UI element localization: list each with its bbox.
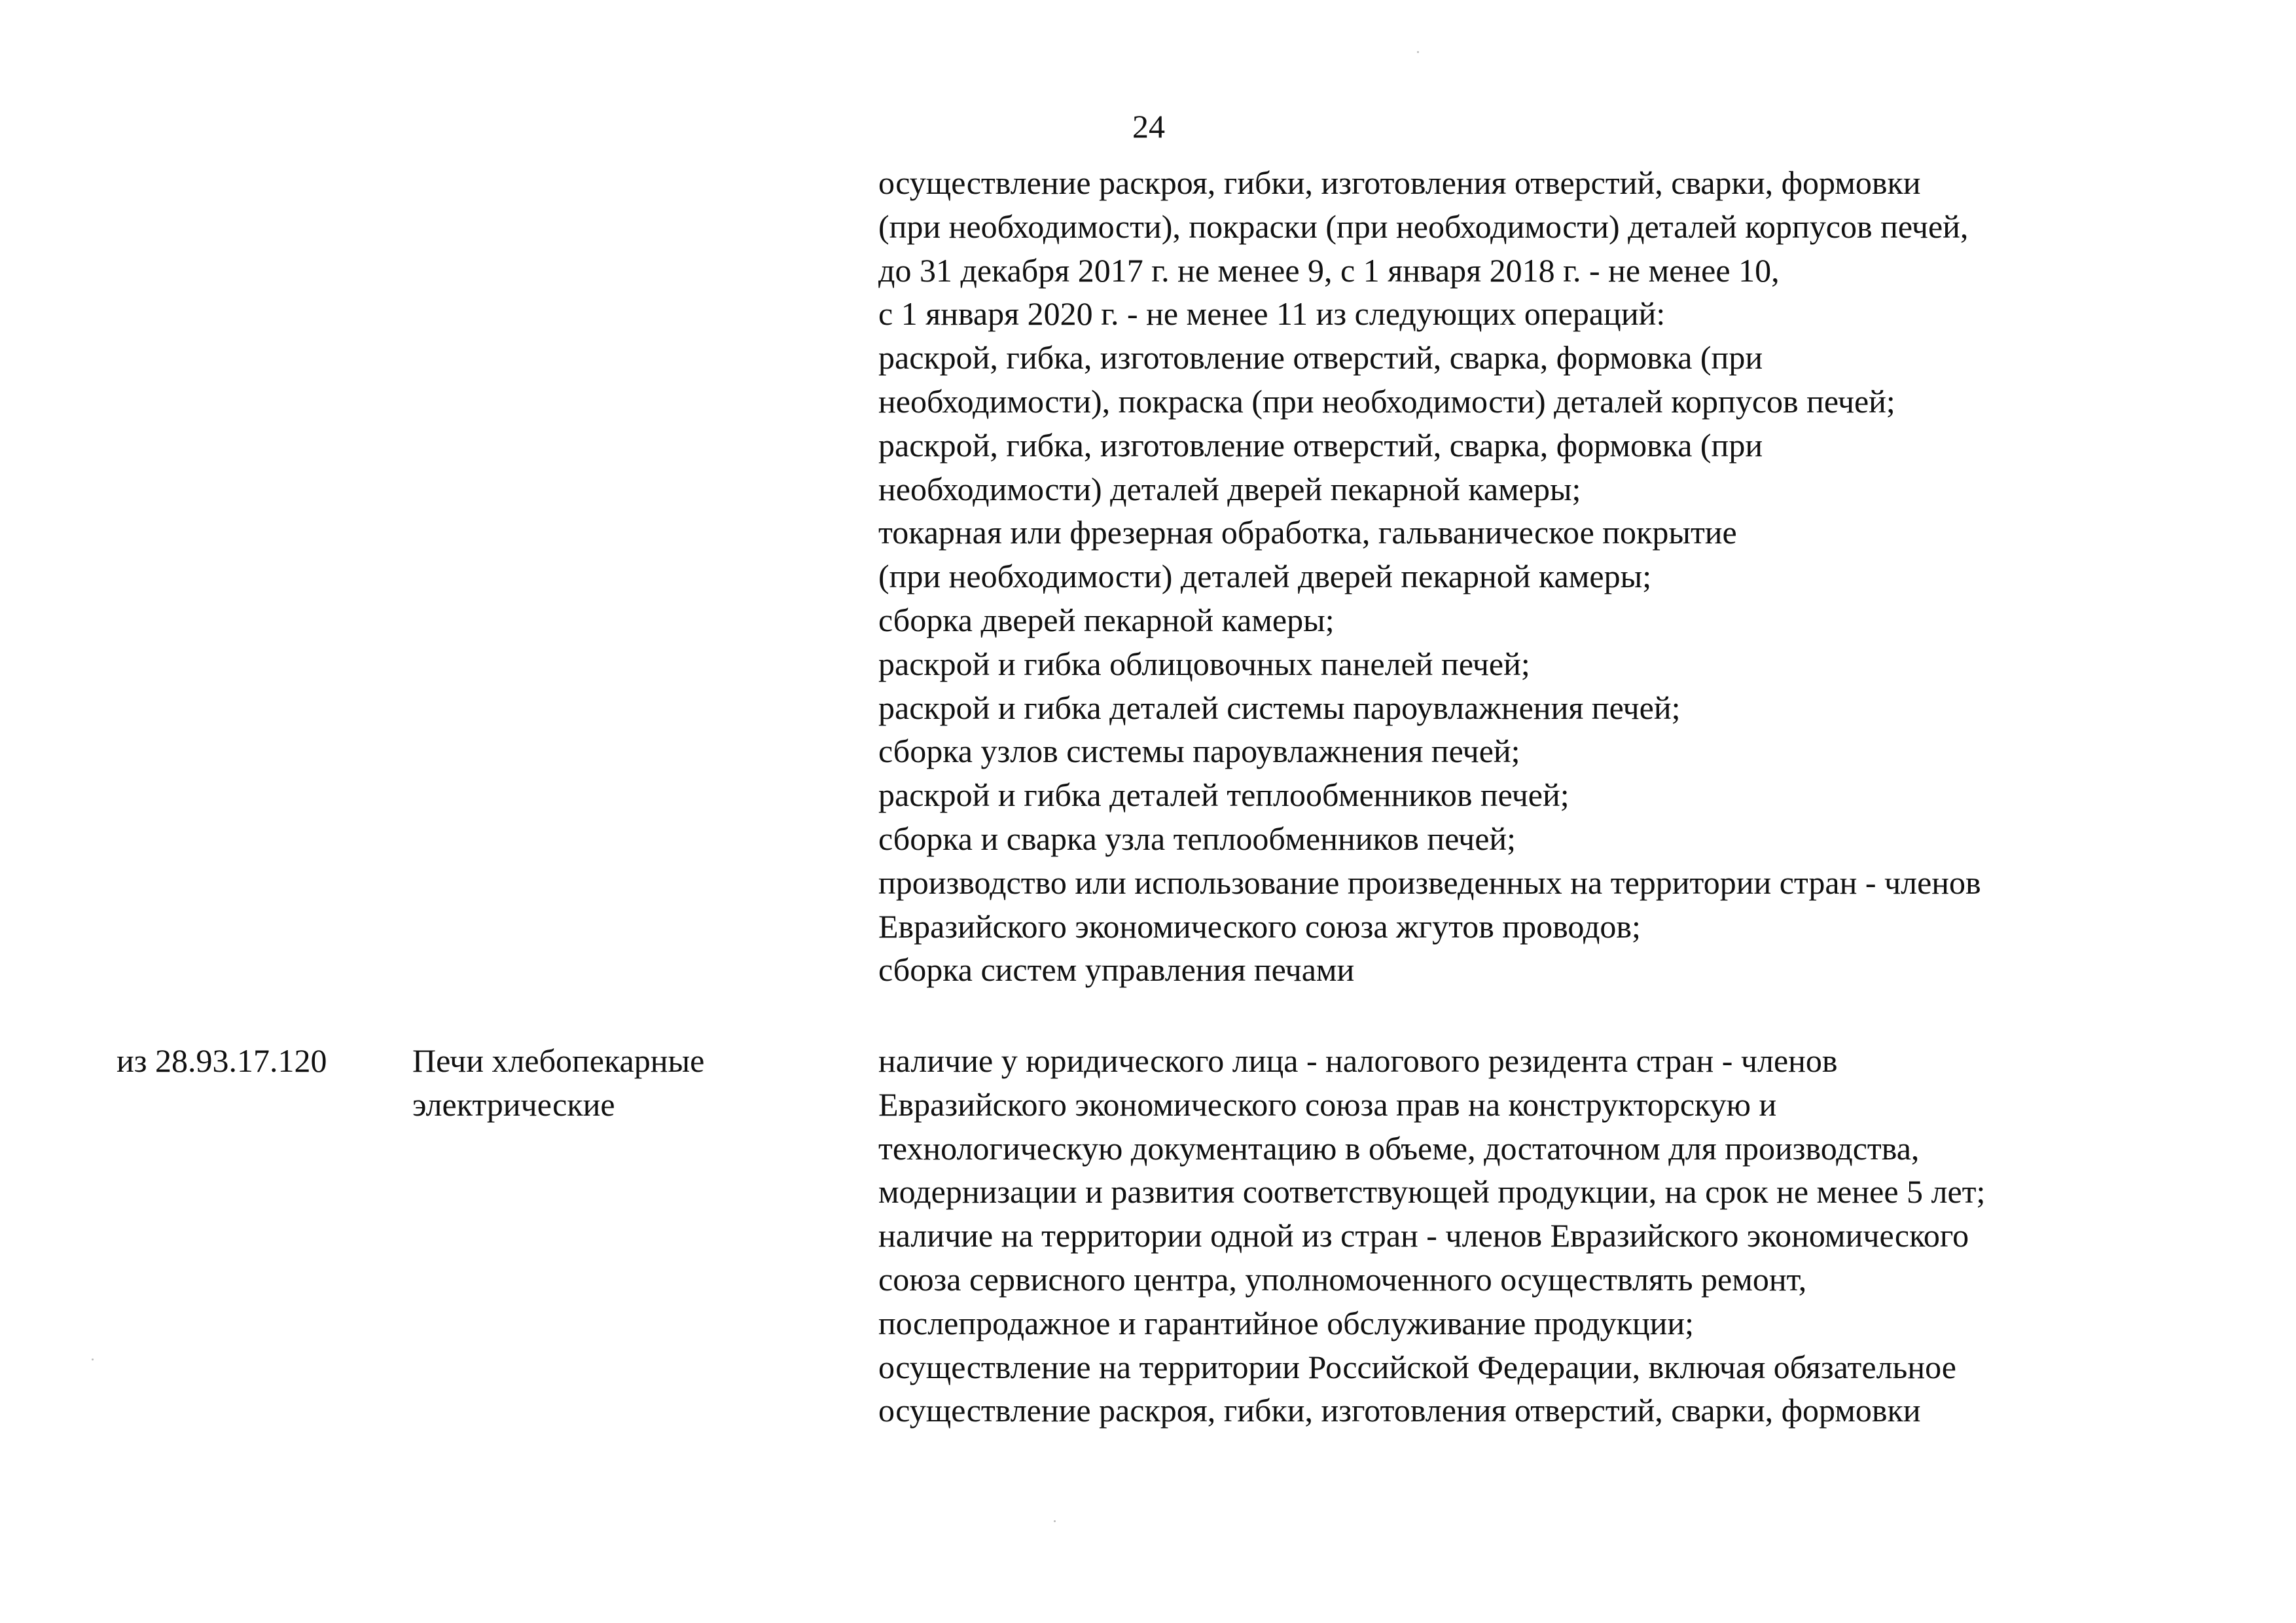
scan-speck <box>1417 51 1419 53</box>
requirement-line: осуществление раскроя, гибки, изготовления отверстий, сварки, формовки <box>878 1392 1921 1429</box>
scan-speck <box>92 1359 94 1360</box>
requirement-line: раскрой, гибка, изготовление отверстий, сварка, формовка (при <box>878 339 1763 376</box>
requirement-line: с 1 января 2020 г. - не менее 11 из следующих операций: <box>878 295 1666 333</box>
page-number: 24 <box>1132 108 1165 145</box>
requirement-line: до 31 декабря 2017 г. не менее 9, с 1 января 2018 г. - не менее 10, <box>878 251 1780 289</box>
continued-requirements <box>878 161 2214 992</box>
requirement-line: (при необходимости), покраски (при необходимости) деталей корпусов печей, <box>878 208 1969 245</box>
requirement-line: раскрой и гибка деталей системы пароувлажнения печей; <box>878 689 1681 726</box>
product-code: из 28.93.17.120 <box>117 1042 327 1079</box>
requirement-line: осуществление на территории Российской Федерации, включая обязательное <box>878 1348 1956 1385</box>
requirement-line: раскрой и гибка деталей теплообменников печей; <box>878 776 1570 814</box>
requirement-line: технологическую документацию в объеме, достаточном для производства, <box>878 1129 1920 1167</box>
requirement-line: раскрой, гибка, изготовление отверстий, сварка, формовка (при <box>878 426 1763 464</box>
product-name <box>412 1039 704 1127</box>
product-name-line: электрические <box>412 1085 615 1123</box>
requirement-line: сборка дверей пекарной камеры; <box>878 601 1335 638</box>
requirement-line: Евразийского экономического союза жгутов проводов; <box>878 907 1641 945</box>
requirement-line: раскрой и гибка облицовочных панелей печей; <box>878 645 1530 682</box>
product-requirements <box>878 1039 2214 1432</box>
requirement-line: послепродажное и гарантийное обслуживание продукции; <box>878 1304 1695 1341</box>
requirement-line: необходимости), покраска (при необходимости) деталей корпусов печей; <box>878 382 1895 420</box>
requirement-line: союза сервисного центра, уполномоченного осуществлять ремонт, <box>878 1260 1807 1298</box>
requirement-line: производство или использование произведенных на территории стран - членов <box>878 864 1981 901</box>
requirement-line: сборка систем управления печами <box>878 951 1355 989</box>
requirement-line: сборка и сварка узла теплообменников печей; <box>878 820 1516 857</box>
requirement-line: модернизации и развития соответствующей продукции, на срок не менее 5 лет; <box>878 1173 1986 1211</box>
scan-speck <box>1054 1520 1056 1522</box>
requirement-line: Евразийского экономического союза прав на конструкторскую и <box>878 1085 1777 1123</box>
requirement-line: сборка узлов системы пароувлажнения печей; <box>878 733 1520 770</box>
requirement-line: токарная или фрезерная обработка, гальваническое покрытие <box>878 514 1737 551</box>
requirement-line: наличие у юридического лица - налогового резидента стран - членов <box>878 1042 1838 1079</box>
product-name-line: Печи хлебопекарные <box>412 1042 705 1079</box>
requirement-line: осуществление раскроя, гибки, изготовления отверстий, сварки, формовки <box>878 164 1921 201</box>
requirement-line: (при необходимости) деталей дверей пекарной камеры; <box>878 558 1652 595</box>
requirement-line: наличие на территории одной из стран - членов Евразийского экономического <box>878 1217 1969 1254</box>
requirement-line: необходимости) деталей дверей пекарной камеры; <box>878 470 1581 507</box>
